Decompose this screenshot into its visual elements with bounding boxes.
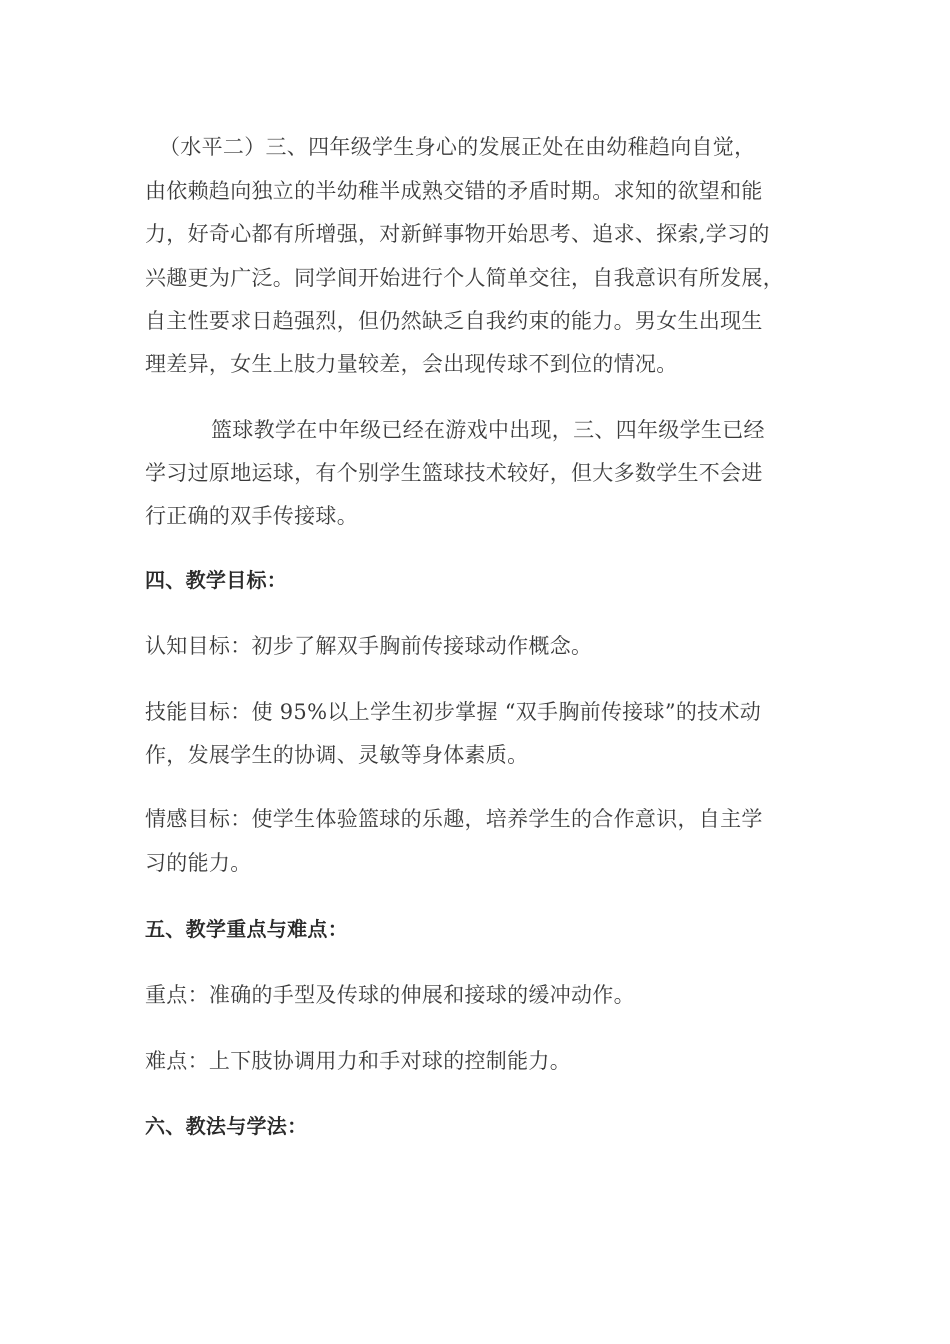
basketball-line-2: 学习过原地运球，有个别学生篮球技术较好，但大多数学生不会进	[145, 461, 763, 485]
section-five-heading: 五、教学重点与难点：	[145, 917, 348, 941]
section-four-heading: 四、教学目标：	[145, 568, 288, 592]
affective-goal-line-1: 情感目标：使学生体验篮球的乐趣，培养学生的合作意识，自主学	[145, 807, 763, 831]
intro-line-4: 兴趣更为广泛。同学间开始进行个人简单交往，自我意识有所发展，	[145, 266, 784, 290]
intro-line-2: 由依赖趋向独立的半幼稚半成熟交错的矛盾时期。求知的欲望和能	[145, 179, 763, 203]
key-point: 重点：准确的手型及传球的伸展和接球的缓冲动作。	[145, 983, 635, 1007]
basketball-line-3: 行正确的双手传接球。	[145, 504, 358, 528]
skill-goal-line-1: 技能目标：使 95%以上学生初步掌握 “双手胸前传接球”的技术动	[145, 700, 762, 724]
difficulty-point: 难点：上下肢协调用力和手对球的控制能力。	[145, 1049, 571, 1073]
basketball-line-1: 篮球教学在中年级已经在游戏中出现，三、四年级学生已经	[211, 418, 765, 442]
intro-line-6: 理差异，女生上肢力量较差，会出现传球不到位的情况。	[145, 352, 678, 376]
intro-line-3: 力，好奇心都有所增强，对新鲜事物开始思考、追求、探索,学习的	[145, 222, 770, 246]
cognitive-goal: 认知目标：初步了解双手胸前传接球动作概念。	[145, 634, 593, 658]
affective-goal-line-2: 习的能力。	[145, 851, 252, 875]
intro-line-5: 自主性要求日趋强烈，但仍然缺乏自我约束的能力。男女生出现生	[145, 309, 763, 333]
skill-goal-line-2: 作，发展学生的协调、灵敏等身体素质。	[145, 743, 529, 767]
section-six-heading: 六、教法与学法：	[145, 1114, 308, 1138]
intro-line-1: （水平二）三、四年级学生身心的发展正处在由幼稚趋向自觉，	[159, 135, 756, 159]
